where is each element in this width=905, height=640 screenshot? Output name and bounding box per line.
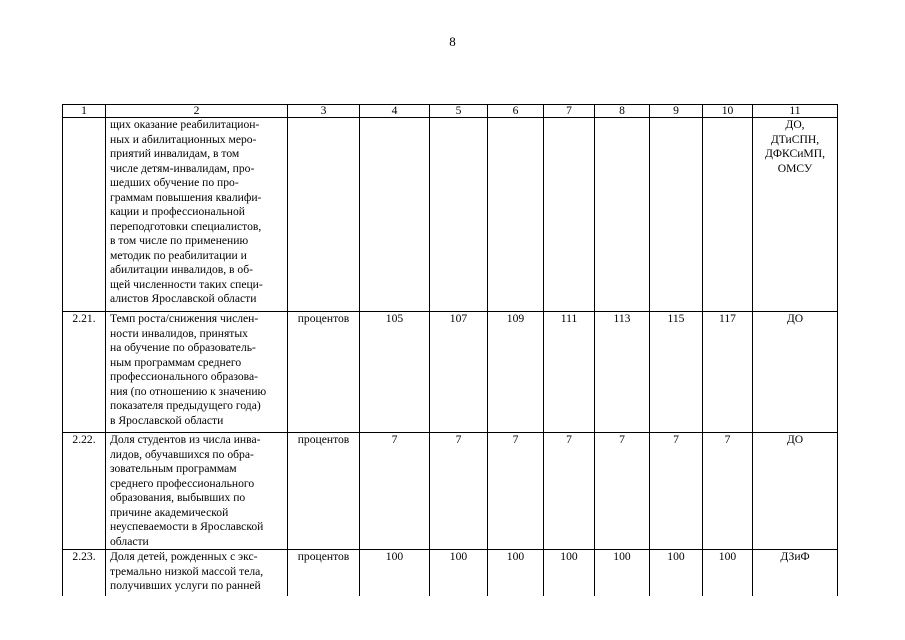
column-header-9: 9 — [650, 105, 703, 118]
executor-line: ОМСУ — [777, 161, 813, 175]
row-number — [63, 118, 106, 312]
row-number: 2.22. — [63, 433, 106, 550]
page-bottom-cut — [62, 596, 838, 640]
value-col-7: 100 — [544, 550, 595, 610]
value-col-5: 100 — [430, 550, 488, 610]
executor-line: ДО — [786, 312, 804, 325]
value-col-8: 113 — [595, 312, 650, 433]
column-header-7: 7 — [544, 105, 595, 118]
indicator-name — [106, 118, 288, 312]
value-col-10 — [703, 118, 753, 312]
value-col-4 — [360, 118, 430, 312]
column-header-1: 1 — [63, 105, 106, 118]
indicators-table — [62, 104, 838, 610]
executor-line: ДЗиФ — [780, 550, 810, 563]
indicator-name-line: Доля студентов из числа инва- — [110, 433, 261, 446]
indicator-name-line: щих оказание реабилитацион- — [110, 118, 260, 131]
executor — [753, 118, 838, 312]
value-col-9: 7 — [650, 433, 703, 550]
indicator-name-line: на обучение по образователь- — [110, 341, 256, 354]
indicator-name — [106, 433, 288, 550]
value-col-6: 100 — [488, 550, 544, 610]
page-number: 8 — [449, 34, 456, 49]
indicator-name-line: ния (по отношению к значению — [110, 384, 267, 398]
indicator-name-line: методик по реабилитации и — [110, 248, 247, 262]
value-col-5: 7 — [430, 433, 488, 550]
indicator-name-line: тремально низкой массой тела, — [110, 564, 264, 578]
indicator-name-line: алистов Ярославской области — [110, 292, 257, 305]
indicator-name-line: неуспеваемости в Ярославской — [110, 520, 264, 533]
unit-of-measure — [288, 118, 360, 312]
indicator-name — [106, 312, 288, 433]
indicator-name-line: ности инвалидов, принятых — [110, 326, 248, 340]
executor-line: ДТиСПН, — [770, 132, 820, 146]
indicator-name-line: ным программам среднего — [110, 355, 242, 369]
executor — [753, 312, 838, 433]
table-row — [63, 118, 838, 312]
column-header-3: 3 — [288, 105, 360, 118]
indicator-name-line: в том числе по применению — [110, 234, 249, 247]
row-number: 2.21. — [63, 312, 106, 433]
indicator-name-line: зовательным программам — [110, 462, 237, 475]
row-number: 2.23. — [63, 550, 106, 610]
value-col-7: 7 — [544, 433, 595, 550]
executor-line: ДО, — [785, 118, 805, 131]
indicator-name-line: в Ярославской области — [110, 413, 224, 427]
indicator-name-line: профессионального образова- — [110, 370, 259, 383]
value-col-4: 7 — [360, 433, 430, 550]
value-col-9 — [650, 118, 703, 312]
indicator-name-line: щей численности таких специ- — [110, 277, 263, 291]
indicator-name-line: Темп роста/снижения числен- — [110, 312, 259, 325]
column-header-10: 10 — [703, 105, 753, 118]
column-header-6: 6 — [488, 105, 544, 118]
unit-of-measure: процентов — [288, 312, 360, 433]
value-col-4: 105 — [360, 312, 430, 433]
unit-of-measure: процентов — [288, 550, 360, 610]
value-col-9: 100 — [650, 550, 703, 610]
value-col-6: 7 — [488, 433, 544, 550]
indicator-name-line: шедших обучение по про- — [110, 176, 239, 189]
unit-of-measure: процентов — [288, 433, 360, 550]
value-col-7: 111 — [544, 312, 595, 433]
value-col-8: 7 — [595, 433, 650, 550]
value-col-9: 115 — [650, 312, 703, 433]
indicator-name-line: переподготовки специалистов, — [110, 219, 262, 233]
executor — [753, 433, 838, 550]
indicator-name-line: показателя предыдущего года) — [110, 399, 261, 412]
value-col-4: 100 — [360, 550, 430, 610]
value-col-10: 100 — [703, 550, 753, 610]
indicator-name-line: кации и профессиональной — [110, 205, 245, 218]
table-row — [63, 433, 838, 550]
indicator-name-line: граммам повышения квалифи- — [110, 190, 262, 204]
table-header-row — [63, 105, 838, 118]
column-header-5: 5 — [430, 105, 488, 118]
executor-line: ДФКСиМП, — [764, 147, 826, 160]
value-col-10: 7 — [703, 433, 753, 550]
value-col-7 — [544, 118, 595, 312]
indicator-name-line: области — [110, 534, 149, 548]
value-col-8: 100 — [595, 550, 650, 610]
indicator-name-line: среднего профессионального — [110, 476, 255, 490]
indicator-name-line: получивших услуги по ранней — [110, 579, 261, 592]
column-header-2: 2 — [106, 105, 288, 118]
value-col-6: 109 — [488, 312, 544, 433]
value-col-10: 117 — [703, 312, 753, 433]
value-col-5: 107 — [430, 312, 488, 433]
value-col-6 — [488, 118, 544, 312]
indicator-name-line: Доля детей, рожденных с экс- — [110, 550, 258, 563]
indicator-name-line: числе детям-инвалидам, про- — [110, 161, 255, 175]
indicator-name-line: приятий инвалидам, в том — [110, 147, 240, 160]
column-header-11: 11 — [753, 105, 838, 118]
table-row — [63, 312, 838, 433]
indicator-name-line: образования, выбывших по — [110, 491, 246, 504]
indicator-name-line: причине академической — [110, 505, 229, 519]
value-col-8 — [595, 118, 650, 312]
indicator-name-line: ных и абилитационных меро- — [110, 132, 257, 146]
value-col-5 — [430, 118, 488, 312]
executor-line: ДО — [786, 433, 804, 446]
indicator-name-line: абилитации инвалидов, в об- — [110, 263, 253, 276]
column-header-8: 8 — [595, 105, 650, 118]
column-header-4: 4 — [360, 105, 430, 118]
indicator-name-line: лидов, обучавшихся по обра- — [110, 447, 254, 461]
